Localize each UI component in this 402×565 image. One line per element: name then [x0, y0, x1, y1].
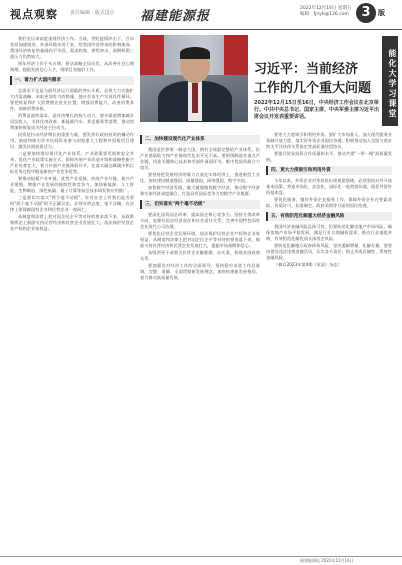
body-paragraph: 要坚持把发展经济的着力点放在实体经济上，推进新型工业化，加快建设制造强国、质量强国、网络强国、数字中国。	[140, 172, 260, 183]
portrait-photo	[140, 35, 248, 122]
section-subheading: 二、加快建设现代化产业体系	[140, 135, 260, 144]
article-headline	[254, 62, 374, 97]
body-paragraph: 要加强党对经济工作的全面领导，坚持稳中求进工作总基调，完整、准确、全面贯彻新发展理念，加快构建新发展格局，着力推动高质量发展。	[140, 263, 260, 280]
masthead	[0, 0, 402, 30]
body-paragraph: 投资是拉动经济增长的重要力量，要发挥好政府投资的撬动作用，鼓励和吸引更多民间资本参与国家重大工程和补短板项目建设，激发民间投资活力。	[10, 132, 134, 149]
body-paragraph: 消费是最终需求，是经济增长的持久动力。要多渠道增加城乡居民收入，支持住房改善、新能源汽车、养老服务等消费，推动消费加快恢复成为经济主拉动力。	[10, 113, 134, 130]
headline-line-2: 工作的几个重大问题	[254, 81, 372, 96]
flag-right	[224, 35, 248, 75]
newspaper-brand: 福建能源报	[140, 9, 211, 24]
body-paragraph: 要防范化解地方政府债务风险，坚决遏制增量、化解存量，要坚决惩处违法违规金融活动，压实各方责任，防止形成区域性、系统性金融风险。	[266, 243, 392, 260]
body-paragraph: 二是要加快建设现代化产业体系。产业政策要发展和安全并举。优化产业政策实施方式，狠抓传统产业改造升级和战略性新兴产业培育壮大，着力补强产业链薄弱环节，在落实碳达峰碳中和目标任务过程中锻造新的产业竞争优势。	[10, 151, 134, 174]
page-number-badge: 3	[356, 3, 376, 23]
figure-tie	[192, 83, 198, 113]
body-paragraph: 要优化民营企业发展环境，依法保护民营企业产权和企业家权益，从制度和法律上把对国企民企平等对待的要求落下来，鼓励支持民营经济和民营企业发展壮大，提振市场预期和信心。	[140, 231, 260, 248]
text-column-3	[266, 132, 392, 556]
headline-line-1: 习近平：当前经济	[254, 62, 359, 77]
section-subheading: 四、更大力度吸引和利用外资	[266, 166, 392, 175]
flag-left	[140, 35, 164, 75]
issue-date: 2022年12月16日 星期五 编辑：fjnyb@126.com	[300, 6, 352, 17]
body-paragraph: 各级领导干部要为民营企业解难题、办实事，构建亲清政商关系。	[140, 250, 260, 261]
body-paragraph: 三是要切实落实"两个毫不动摇"。针对社会上对我们是否坚持"两个毫不动摇"的不正确议论，必须亮明态度，毫不含糊。在法律上要保障国有企业和民营企业一视同仁。	[10, 195, 134, 212]
column-tag: 能化大学习课堂	[382, 36, 398, 126]
body-paragraph: 我国是世界第一制造大国，拥有全球最完整的产业体系，但产业基础能力和产业链现代化水平还不高。要围绕制造业重点产业链，找准关键核心技术和零部件薄弱环节，集中优质资源合力攻关。	[140, 147, 260, 170]
section-subheading: 三、切实落实"两个毫不动摇"	[140, 200, 260, 209]
section-title: 视点观察	[10, 8, 58, 21]
body-paragraph: 从制度和法律上把对国企民企平等对待的要求落下来，从政策和舆论上鼓励支持民营经济和民营企业发展壮大。依法保护民营企业产权和企业家权益。	[10, 214, 134, 231]
article-deck: 2022年12月15日至16日，中央经济工作会议在北京举行。中共中央总书记、国家主席、中央军委主席习近平出席会议并发表重要讲话。	[254, 100, 380, 120]
body-paragraph: 要推动短板产业补链、优势产业延链、传统产业升链、新兴产业建链，增强产业发展的接续性和竞争力。加快新能源、人工智能、生物制造、绿色低碳、量子计算等前沿技术研发和应用推广。	[10, 176, 134, 193]
body-paragraph: 要提升贸易投资合作质量和水平，推动共建"一带一路"高质量发展。	[266, 151, 392, 162]
body-paragraph: 要深化国资国企改革，提高国企核心竞争力。坚持分类改革方向，处理好国企经济责任和社会责任关系，完善中国特色国有企业现代公司治理。	[140, 212, 260, 229]
page-footer	[0, 556, 402, 565]
body-paragraph: 我们党历来高度重视经济工作。当前，世纪疫情冲击下，百年变局加速演进，外部环境动荡不安，给我国经济带来的影响加深。我国经济恢复的基础尚不牢固，需求收缩、供给冲击、预期转弱三重压力仍然较大。	[10, 36, 134, 59]
text-column-2	[140, 132, 260, 556]
body-paragraph: 明年经济工作千头万绪，要从战略全局出发，从改善社会心理预期、提振发展信心入手，纲举目张做好工作。	[10, 61, 134, 72]
text-column-1	[10, 36, 134, 556]
body-paragraph: 加快数字经济发展，做大做强做优数字经济，推动数字经济和实体经济深度融合，打造具有国际竞争力的数字产业集群。	[140, 185, 260, 196]
body-paragraph: 要优化服务，做好外资企业服务工作，保障外资企业在要素获取、资质许可、标准制定、政府采购等方面的国民待遇。	[266, 197, 392, 208]
body-paragraph: （摘自2023年第4期《求是》杂志）	[274, 262, 342, 267]
body-paragraph: 总需求不足是当前经济运行面临的突出矛盾。必须大力实施扩大内需战略，采取更加有力的措施，使社会再生产实现良性循环。要把恢复和扩大消费摆在优先位置，增强消费能力，改善消费条件，创新消费场景。	[10, 88, 134, 111]
section-subheading: 一、着力扩大国内需求	[10, 76, 134, 85]
body-paragraph: 要更大力度吸引和利用外资。要扩大市场准入，加大现代服务业领域开放力度，落实好外资企业国民待遇，积极推动加入全面与进步跨太平洋伙伴关系协定等高标准经贸协议。	[266, 132, 392, 149]
body-paragraph: 今年以来，外资企业对华投资出现观望情绪，必须坚持对外开放基本国策，营造市场化、法治化、国际化一流营商环境，稳住外贸外资基本盘。	[266, 178, 392, 195]
section-subheading: 五、有效防范化解重大经济金融风险	[266, 212, 392, 221]
body-paragraph: 我国经济金融风险总体可控，但要防范化解房地产市场风险，确保房地产市场平稳发展，满足行业合理融资需求，推动行业重组并购，有效防范化解优质头部房企风险。	[266, 224, 392, 241]
section-subtitle: 责任编辑 · 版式设计	[70, 10, 115, 16]
edition-label: 版	[378, 9, 385, 17]
footer-text: 福建能源报 2022年12月16日	[300, 558, 354, 563]
figure-hair	[180, 47, 210, 59]
